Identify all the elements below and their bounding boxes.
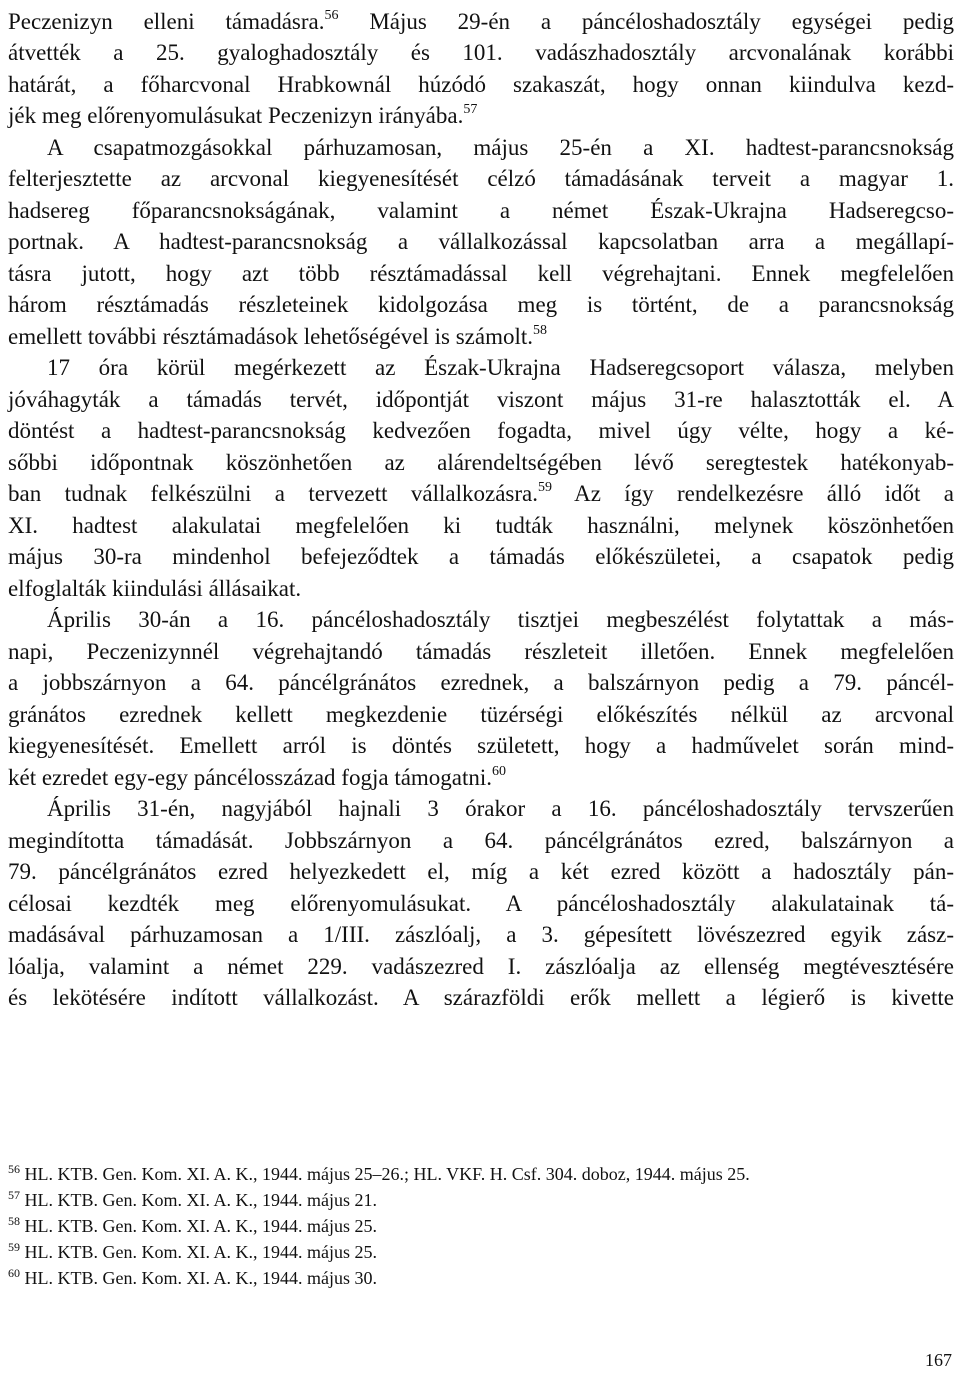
footnote-number: 57 [8,1188,20,1202]
text-line: Április 31-én, nagyjából hajnali 3 órakor a 16. páncéloshadosztály tervszerűen [47,796,954,821]
text-line: portnak. A hadtest-parancsnokság a vállalkozással kapcsolatban arra a megállapí- [8,229,954,254]
text-line: átvették a 25. gyaloghadosztály és 101. vadászhadosztály arcvonalának korábbi [8,40,954,65]
text-line: 79. páncélgránátos ezred helyezkedett el, míg a két ezred között a hadosztály pán- [8,859,954,884]
text-line: Peczenizyn elleni támadásra.$^{56}$ Május 29-én a páncéloshadosztály egységei pedig [8,8,954,34]
text-line: lóalja, valamint a német 229. vadászezred I. zászlóalja az ellenség megtévesztésére [8,954,954,979]
text-line: XI. hadtest alakulatai megfelelően ki tudták használni, melynek köszönhetően [8,513,954,538]
footnote-ref[interactable]: 57 [463,102,478,117]
text-line: napi, Peczenizynnél végrehajtandó támadás részleteit illetően. Ennek megfelelően [8,639,954,664]
text-line: ban tudnak felkészülni a tervezett vállalkozásra.$^{59}$ Az így rendelkezésre álló időt a [8,480,954,506]
footnote: $^{60}$ HL. KTB. Gen. Kom. XI. A. K., 1944. május 30. [8,1266,377,1288]
text-line: hadsereg főparancsnokságának, valamint a német Észak-Ukrajna Hadseregcso- [8,198,954,223]
text-line: két ezredet egy-egy páncélosszázad fogja támogatni.$^{60}$ [8,764,507,790]
text-line: kiegyenesítését. Emellett arról is döntés született, hogy a hadművelet során mind- [8,733,954,758]
text-line: felterjesztette az arcvonal kiegyenesítését célzó támadásának terveit a magyar 1. [8,166,954,191]
text-line: megindította támadását. Jobbszárnyon a 64. páncélgránátos ezred, balszárnyon a [8,828,954,853]
footnote-ref[interactable]: 60 [492,764,507,779]
text-line: madásával párhuzamosan a 1/III. zászlóalj, a 3. gépesített lövészezred egyik zász- [8,922,954,947]
text-line: és lekötésére indított vállalkozást. A szárazföldi erők mellett a légierő is kivette [8,985,954,1010]
footnote: $^{56}$ HL. KTB. Gen. Kom. XI. A. K., 1944. május 25–26.; HL. VKF. H. Csf. 304. doboz, 1944. május 25. [8,1162,750,1184]
text-line: A csapatmozgásokkal párhuzamosan, május 25-én a XI. hadtest-parancsnokság [47,135,954,160]
text-line: elfoglalták kiindulási állásaikat. [8,576,302,601]
text-line: Április 30-án a 16. páncéloshadosztály tisztjei megbeszélést folytattak a más- [47,607,954,632]
footnote-number: 58 [8,1214,20,1228]
footnote: $^{57}$ HL. KTB. Gen. Kom. XI. A. K., 1944. május 21. [8,1188,377,1210]
text-line: döntést a hadtest-parancsnokság kedvezően fogadta, mivel úgy vélte, hogy a ké- [8,418,954,443]
page-number: 167 [925,1350,952,1370]
footnote-number: 59 [8,1240,20,1254]
text-line: tásra jutott, hogy azt több résztámadással kell végrehajtani. Ennek megfelelően [8,261,954,286]
footnote: $^{59}$ HL. KTB. Gen. Kom. XI. A. K., 1944. május 25. [8,1240,377,1262]
text-line: gránátos ezrednek kellett megkezdenie tüzérségi előkészítés nélkül az arcvonal [8,702,954,727]
text-line: három résztámadás részleteinek kidolgozása meg is történt, de a parancsnokság [8,292,954,317]
footnote-number: 60 [8,1266,20,1280]
footnote-number: 56 [8,1162,20,1176]
text-line: a jobbszárnyon a 64. páncélgránátos ezrednek, a balszárnyon pedig a 79. páncél- [8,670,954,695]
text-line: jék meg előrenyomulásukat Peczenizyn irányába.$^{57}$ [8,102,478,128]
text-line: május 30-ra mindenhol befejeződtek a támadás előkészületei, a csapatok pedig [8,544,954,569]
text-line: határát, a főharcvonal Hrabkownál húzódó szakaszát, hogy onnan kiindulva kezd- [8,72,954,97]
text-line: 17 óra körül megérkezett az Észak-Ukrajna Hadseregcsoport válasza, melyben [47,355,954,380]
footnote-ref[interactable]: 56 [324,8,339,23]
text-line: emellett további résztámadások lehetőségével is számolt.$^{58}$ [8,323,547,349]
text-line: célosai kezdték meg előrenyomulásukat. A páncéloshadosztály alakulatainak tá- [8,891,954,916]
footnote-ref[interactable]: 59 [537,480,552,495]
footnote-ref[interactable]: 58 [533,323,547,338]
footnote: $^{58}$ HL. KTB. Gen. Kom. XI. A. K., 1944. május 25. [8,1214,377,1236]
text-line: jóváhagyták a támadás tervét, időpontját viszont május 31-re halasztották el. A [8,387,954,412]
text-line: sőbbi időpontnak köszönhetően az alárendeltségében lévő seregtestek hatékonyab- [8,450,954,475]
